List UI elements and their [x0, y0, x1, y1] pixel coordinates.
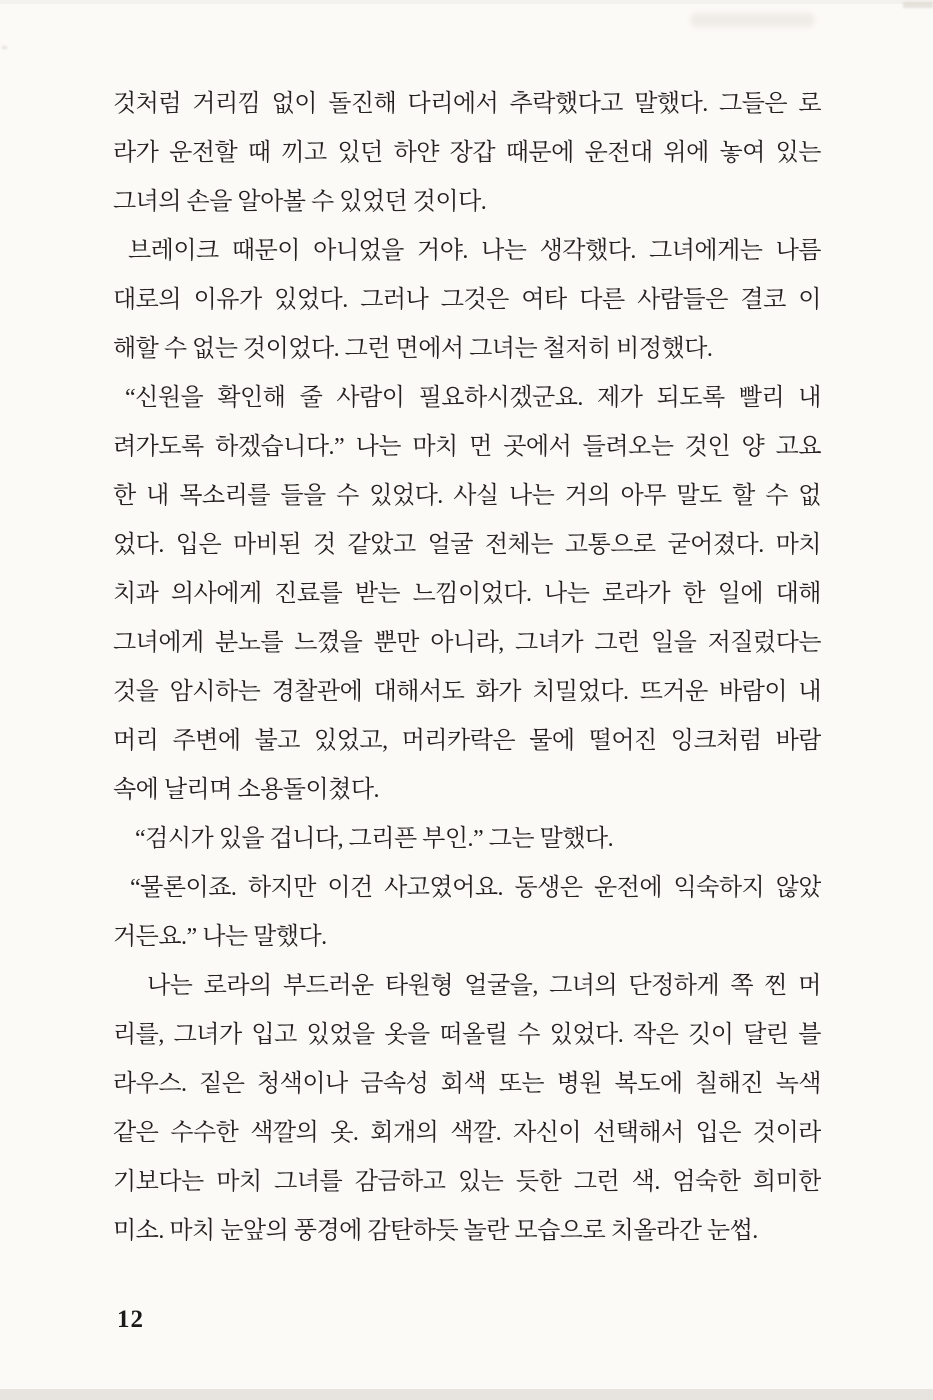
text-line: 거든요.” 나는 말했다.	[113, 924, 327, 950]
text-line: 리를, 그녀가 입고 있었을 옷을 떠올릴 수 있었다. 작은 깃이 달린 블	[113, 1022, 821, 1048]
text-line: 같은 수수한 색깔의 옷. 회개의 색깔. 자신이 선택해서 입은 것이라	[113, 1120, 821, 1146]
text-line: “검시가 있을 겁니다, 그리픈 부인.” 그는 말했다.	[135, 826, 614, 852]
text-line: 라우스. 짙은 청색이나 금속성 회색 또는 병원 복도에 칠해진 녹색	[113, 1071, 821, 1097]
text-line: 브레이크 때문이 아니었을 거야. 나는 생각했다. 그녀에게는 나름	[128, 238, 821, 264]
text-line: 그녀에게 분노를 느꼈을 뿐만 아니라, 그녀가 그런 일을 저질렀다는	[113, 630, 821, 656]
text-line: 려가도록 하겠습니다.” 나는 마치 먼 곳에서 들려오는 것인 양 고요	[113, 434, 821, 460]
text-line: 미소. 마치 눈앞의 풍경에 감탄하듯 놀란 모습으로 치올라간 눈썹.	[113, 1218, 758, 1244]
scan-bottom-edge	[0, 1389, 933, 1400]
text-line: 그녀의 손을 알아볼 수 있었던 것이다.	[113, 189, 487, 215]
text-line: 한 내 목소리를 들을 수 있었다. 사실 나는 거의 아무 말도 할 수 없	[113, 483, 821, 509]
text-line: “물론이죠. 하지만 이건 사고였어요. 동생은 운전에 익숙하지 않았	[130, 875, 821, 901]
text-line: 기보다는 마치 그녀를 감금하고 있는 듯한 그런 색. 엄숙한 희미한	[113, 1169, 821, 1195]
text-line: 었다. 입은 마비된 것 같았고 얼굴 전체는 고통으로 굳어졌다. 마치	[113, 532, 821, 558]
text-line: 치과 의사에게 진료를 받는 느낌이었다. 나는 로라가 한 일에 대해	[113, 581, 821, 607]
scan-artifact	[903, 2, 933, 8]
paragraph	[113, 80, 821, 227]
scan-artifact	[690, 13, 815, 27]
paragraph	[113, 227, 821, 374]
text-block	[113, 80, 821, 1256]
text-line: 라가 운전할 때 끼고 있던 하얀 장갑 때문에 운전대 위에 놓여 있는	[113, 140, 821, 166]
text-line: 것을 암시하는 경찰관에 대해서도 화가 치밀었다. 뜨거운 바람이 내	[113, 679, 821, 705]
text-line: 속에 날리며 소용돌이쳤다.	[113, 777, 380, 803]
text-line: 것처럼 거리낌 없이 돌진해 다리에서 추락했다고 말했다. 그들은 로	[113, 91, 821, 117]
paragraph	[113, 962, 821, 1256]
paragraph	[113, 815, 821, 864]
paragraph	[113, 374, 821, 815]
text-line: 나는 로라의 부드러운 타원형 얼굴을, 그녀의 단정하게 쪽 찐 머	[147, 973, 821, 999]
text-line: “신원을 확인해 줄 사람이 필요하시겠군요. 제가 되도록 빨리 내	[125, 385, 821, 411]
scan-top-edge	[0, 0, 933, 4]
text-line: 해할 수 없는 것이었다. 그런 면에서 그녀는 철저히 비정했다.	[113, 336, 713, 362]
text-line: 머리 주변에 불고 있었고, 머리카락은 물에 떨어진 잉크처럼 바람	[113, 728, 821, 754]
scan-artifact	[2, 46, 7, 49]
text-line: 대로의 이유가 있었다. 그러나 그것은 여타 다른 사람들은 결코 이	[113, 287, 821, 313]
paragraph	[113, 864, 821, 962]
page-number: 12	[117, 1306, 144, 1333]
